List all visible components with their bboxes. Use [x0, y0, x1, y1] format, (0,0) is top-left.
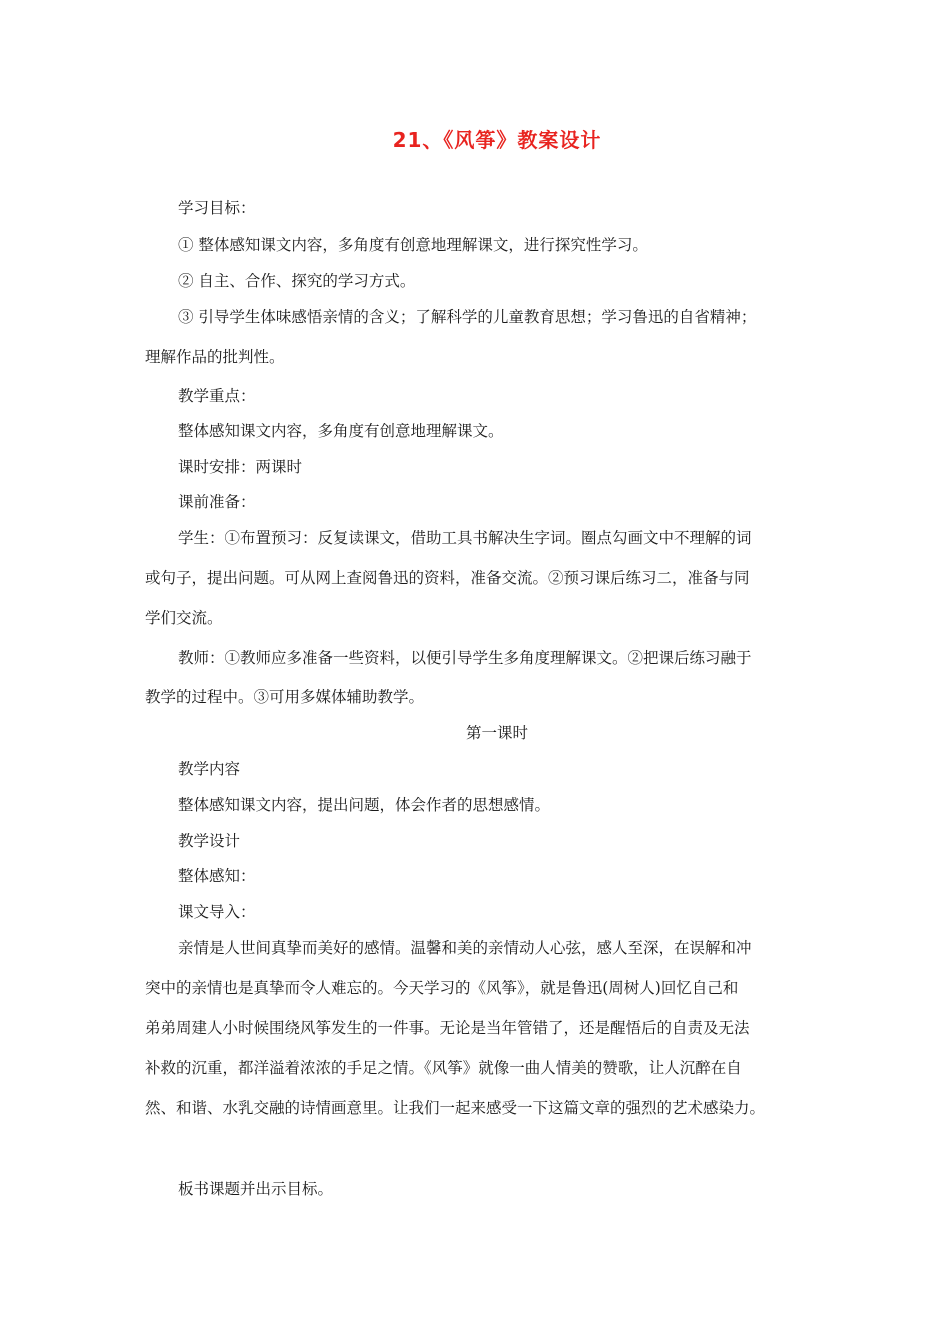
text-line: 突中的亲情也是真挚而令人难忘的。今天学习的《风筝》，就是鲁迅(周树人)回忆自己和 [145, 979, 739, 997]
text-line: ① 整体感知课文内容，多角度有创意地理解课文，进行探究性学习。 [178, 236, 648, 254]
text-line: 整体感知课文内容，提出问题，体会作者的思想感情。 [178, 796, 551, 814]
text-line: 课时安排：两课时 [178, 458, 303, 476]
text-line: 整体感知课文内容，多角度有创意地理解课文。 [178, 422, 504, 440]
text-line: 理解作品的批判性。 [145, 348, 285, 366]
text-line: 亲情是人世间真挚而美好的感情。温馨和美的亲情动人心弦，感人至深，在误解和冲 [178, 939, 752, 957]
text-line: 教学重点： [178, 387, 256, 405]
text-line: 课文导入： [178, 903, 256, 921]
text-line: 教学的过程中。③可用多媒体辅助教学。 [145, 688, 425, 706]
text-line: ③ 引导学生体味感悟亲情的含义；了解科学的儿童教育思想；学习鲁迅的自省精神； [178, 308, 757, 326]
text-line: 学习目标： [178, 199, 256, 217]
text-line: 板书课题并出示目标。 [178, 1180, 334, 1198]
text-line: 补救的沉重，都洋溢着浓浓的手足之情。《风筝》就像一曲人情美的赞歌，让人沉醉在自 [145, 1059, 742, 1077]
document-title: 21、《风筝》教案设计 [392, 128, 602, 152]
text-line: 然、和谐、水乳交融的诗情画意里。让我们一起来感受一下这篇文章的强烈的艺术感染力。 [145, 1099, 766, 1117]
text-line: 整体感知： [178, 867, 256, 885]
text-line: 学们交流。 [145, 609, 223, 627]
text-line: 课前准备： [178, 493, 256, 511]
text-line: 教学内容 [178, 760, 241, 778]
text-line: 学生：①布置预习：反复读课文，借助工具书解决生字词。圈点勾画文中不理解的词 [178, 529, 752, 547]
text-line: 教师：①教师应多准备一些资料，以便引导学生多角度理解课文。②把课后练习融于 [178, 649, 752, 667]
text-line: 或句子，提出问题。可从网上查阅鲁迅的资料，准备交流。②预习课后练习二，准备与同 [145, 569, 750, 587]
text-line: 教学设计 [178, 832, 241, 850]
text-line: 弟弟周建人小时候围绕风筝发生的一件事。无论是当年管错了，还是醒悟后的自责及无法 [145, 1019, 750, 1037]
section-heading: 第一课时 [465, 724, 528, 742]
text-line: ② 自主、合作、探究的学习方式。 [178, 272, 416, 290]
